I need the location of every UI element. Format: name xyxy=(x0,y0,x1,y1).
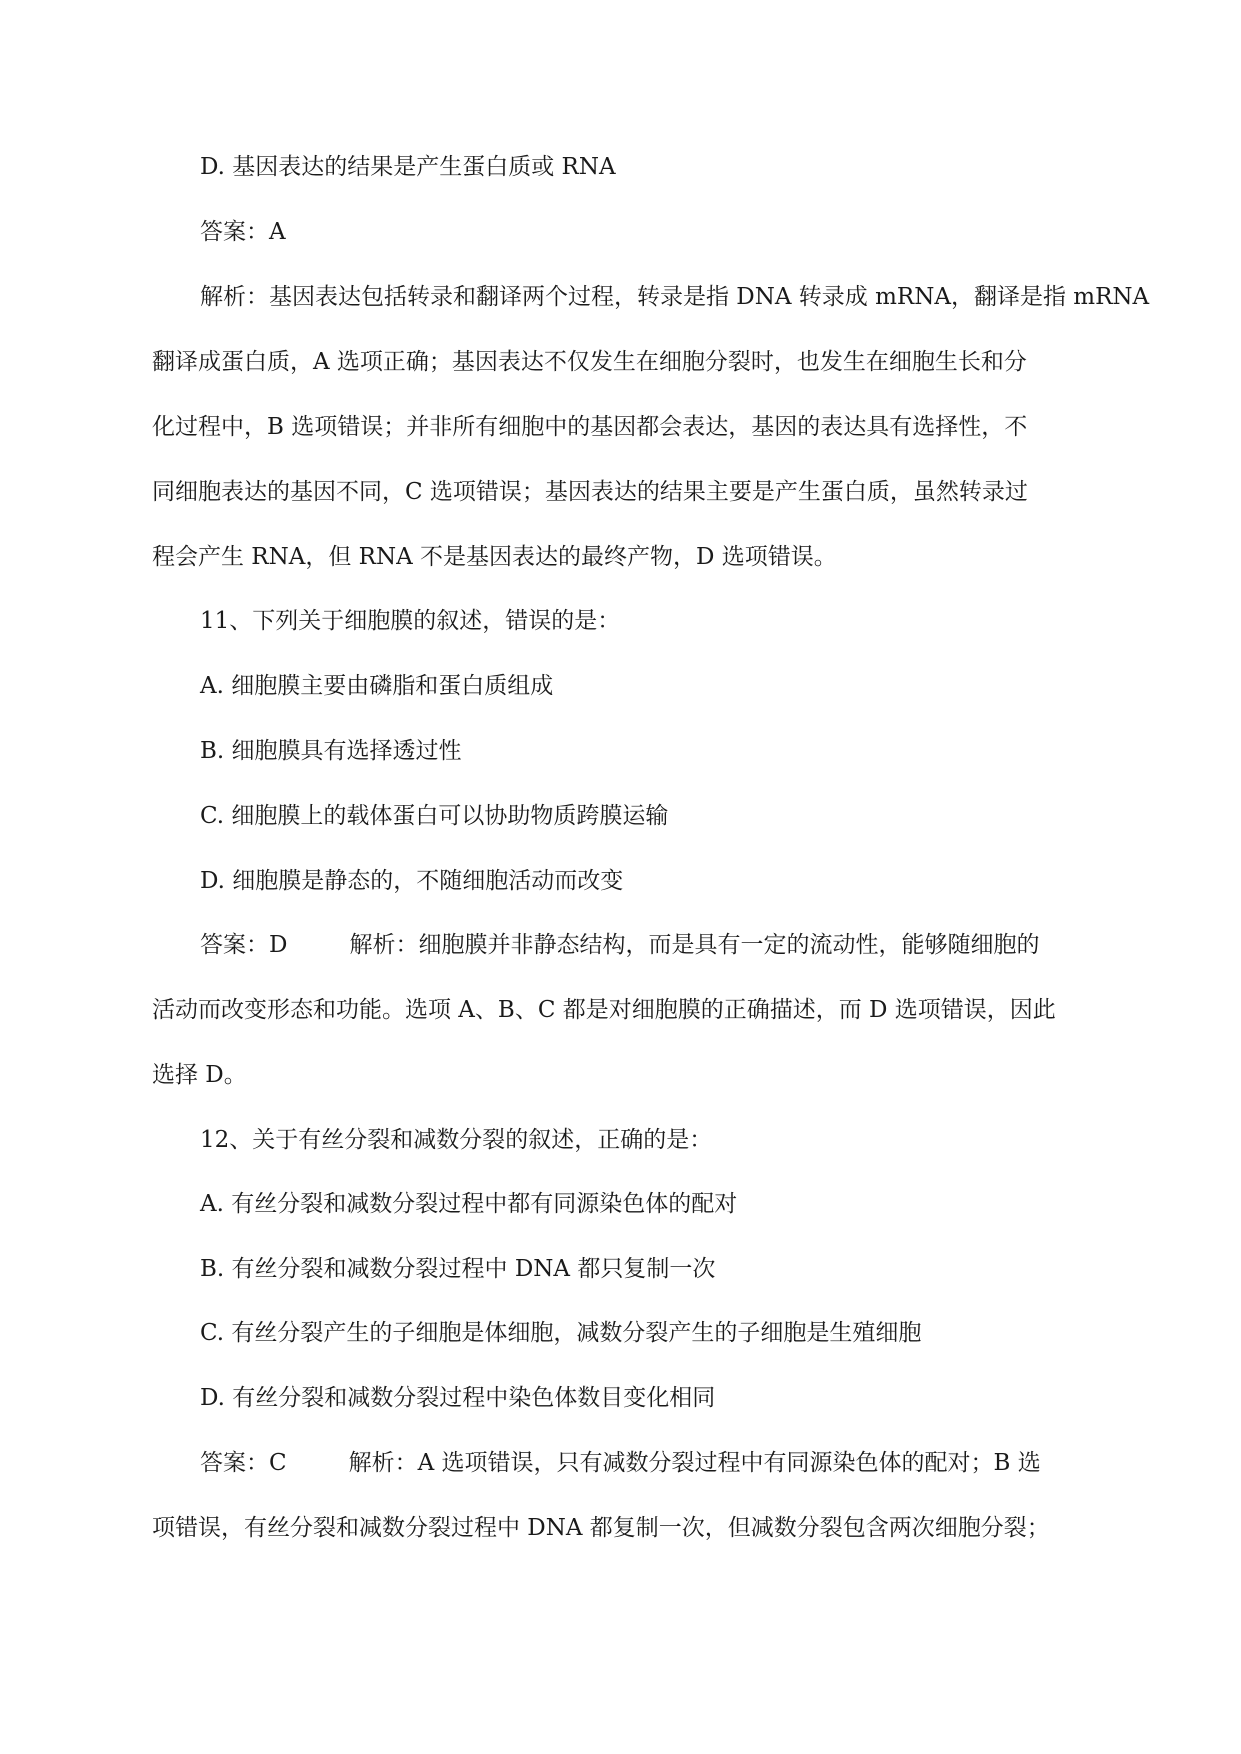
q11-option-d: D. 细胞膜是静态的，不随细胞活动而改变 xyxy=(200,868,624,894)
q11-answer-line xyxy=(200,930,1039,960)
q10-explanation-line-2: 翻译成蛋白质，A 选项正确；基因表达不仅发生在细胞分裂时，也发生在细胞生长和分 xyxy=(152,349,1027,375)
q11-option-c: C. 细胞膜上的载体蛋白可以协助物质跨膜运输 xyxy=(200,803,669,829)
q10-explanation-line-4: 同细胞表达的基因不同，C 选项错误；基因表达的结果主要是产生蛋白质，虽然转录过 xyxy=(152,479,1028,505)
q12-option-d: D. 有丝分裂和减数分裂过程中染色体数目变化相同 xyxy=(200,1385,716,1411)
q11-option-a: A. 细胞膜主要由磷脂和蛋白质组成 xyxy=(200,673,554,699)
q10-explanation-line-5: 程会产生 RNA，但 RNA 不是基因表达的最终产物，D 选项错误。 xyxy=(152,544,837,570)
q12-option-c: C. 有丝分裂产生的子细胞是体细胞，减数分裂产生的子细胞是生殖细胞 xyxy=(200,1320,922,1346)
q10-answer: 答案：A xyxy=(200,219,286,245)
q12-explanation-line-2: 项错误，有丝分裂和减数分裂过程中 DNA 都复制一次，但减数分裂包含两次细胞分裂； xyxy=(152,1515,1050,1541)
q12-answer-line xyxy=(200,1448,1041,1478)
q12-stem: 12、关于有丝分裂和减数分裂的叙述，正确的是： xyxy=(200,1127,713,1153)
q12-explanation-line-1: 解析：A 选项错误，只有减数分裂过程中有同源染色体的配对；B 选 xyxy=(348,1450,1041,1476)
q10-explanation-line-3: 化过程中，B 选项错误；并非所有细胞中的基因都会表达，基因的表达具有选择性，不 xyxy=(152,414,1028,440)
q12-answer: 答案：C xyxy=(200,1450,287,1476)
q12-option-b: B. 有丝分裂和减数分裂过程中 DNA 都只复制一次 xyxy=(200,1256,716,1282)
q10-explanation-line-1: 解析：基因表达包括转录和翻译两个过程，转录是指 DNA 转录成 mRNA，翻译是指 mRNA xyxy=(200,284,1150,310)
q11-explanation-line-1: 解析：细胞膜并非静态结构，而是具有一定的流动性，能够随细胞的 xyxy=(349,932,1040,958)
q10-option-d: D. 基因表达的结果是产生蛋白质或 RNA xyxy=(200,154,616,180)
q11-option-b: B. 细胞膜具有选择透过性 xyxy=(200,738,462,764)
q12-option-a: A. 有丝分裂和减数分裂过程中都有同源染色体的配对 xyxy=(200,1191,738,1217)
q11-answer: 答案：D xyxy=(200,932,288,958)
q11-stem: 11、下列关于细胞膜的叙述，错误的是： xyxy=(200,608,621,634)
q11-explanation-line-2: 活动而改变形态和功能。选项 A、B、C 都是对细胞膜的正确描述，而 D 选项错误，因此 xyxy=(152,997,1056,1023)
q11-explanation-line-3: 选择 D。 xyxy=(152,1062,247,1088)
